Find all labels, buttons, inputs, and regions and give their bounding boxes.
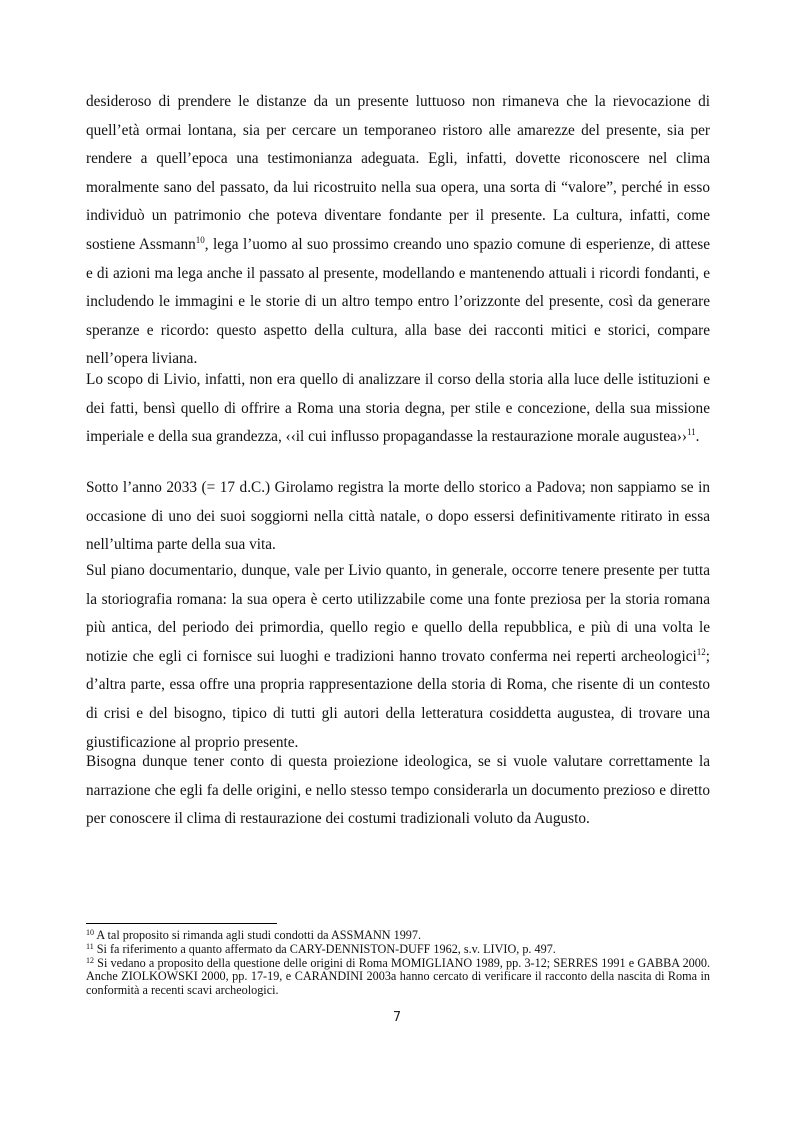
footnote-number: 12 [86,955,94,965]
body-paragraph-3: Sotto l’anno 2033 (= 17 d.C.) Girolamo registra la morte dello storico a Padova; non sappiamo se in occasione di uno dei suoi soggiorni nella città natale, o dopo essersi definitivamente ritirato in essa nell’ultima parte della sua vita. [86,479,710,554]
footnote-11 [86,943,710,957]
body-paragraph-5: Bisogna dunque tener conto di questa proiezione ideologica, se si vuole valutare correttamente la narrazione che egli fa delle origini, e nello stesso tempo considerarla un documento prezioso e diretto per conoscere il clima di restaurazione dei costumi tradizionali voluto da Augusto. [86,753,710,828]
body-paragraph-1: desideroso di prendere le distanze da un presente luttuoso non rimaneva che la rievocazione di quell’età ormai lontana, sia per cercare un temporaneo ristoro alle amarezze del presente, sia per rendere a quell’epoca una testimonianza adeguata. Egli, infatti, dovette riconoscere nel clima moralmente sano del passato, da lui ricostruito nella sua opera, una sorta di “valore”, perché in esso individuò un patrimonio che poteva diventare fondante per il presente. La cultura, infatti, come sostiene Assmann$^{10}$, lega l’uomo al suo prossimo creando uno spazio comune di esperienze, di attese e di azioni ma lega anche il passato al presente, modellando e mantenendo attuali i ricordi fondanti, e includendo le immagini e le storie di un altro tempo entro l’orizzonte del presente, così da generare speranze e ricordo: questo aspetto della cultura, alla base dei racconti mitici e storici, compare nell’opera liviana. [86,93,710,368]
footnote-10 [86,929,710,943]
footnote-text: Si fa riferimento a quanto affermato da CARY-DENNISTON-DUFF 1962, s.v. LIVIO, p. 497. [93,941,556,956]
footnote-ref-12[interactable]: 12 [696,646,706,657]
footnote-ref-10[interactable]: 10 [195,234,205,245]
page-number: 7 [392,1010,402,1025]
body-paragraph-2: Lo scopo di Livio, infatti, non era quello di analizzare il corso della storia alla luce delle istituzioni e dei fatti, bensì quello di offrire a Roma una storia degna, per stile e concezione, della sua missione imperiale e della sua grandezza, ‹‹il cui influsso propagandasse la restaurazione morale augustea››$^{11}$. [86,371,710,446]
body-paragraph-4: Sul piano documentario, dunque, vale per Livio quanto, in generale, occorre tenere presente per tutta la storiografia romana: la sua opera è certo utilizzabile come una fonte preziosa per la storia romana più antica, del periodo dei primordia, quello regio e quello della repubblica, e più di una volta le notizie che egli ci fornisce sui luoghi e tradizioni hanno trovato conferma nei reperti archeologici$^{12}$; d’altra parte, essa offre una propria rappresentazione della storia di Roma, che risente di un contesto di crisi e del bisogno, tipico di tutti gli autori della letteratura cosiddetta augustea, di trovare una giustificazione al proprio presente. [86,562,710,751]
footnote-text: A tal proposito si rimanda agli studi condotti da ASSMANN 1997. [94,928,422,942]
footnotes [86,929,710,998]
footnote-ref-11[interactable]: 11 [687,427,696,438]
footnote-separator [86,923,277,924]
footnote-text: Si vedano a proposito della questione delle origini di Roma MOMIGLIANO 1989, pp. 3-12; SERRES 1991 e GABBA 2000. Anche ZIOLKOWSKI 2000, pp. 17-19, e CARANDINI 2003a hanno cercato di verificare il racconto della nascita di Roma in conformità a recenti scavi archeologici. [86,955,710,998]
footnote-number: 11 [86,941,94,951]
footnote-number: 10 [86,928,94,937]
footnote-12 [86,957,710,998]
